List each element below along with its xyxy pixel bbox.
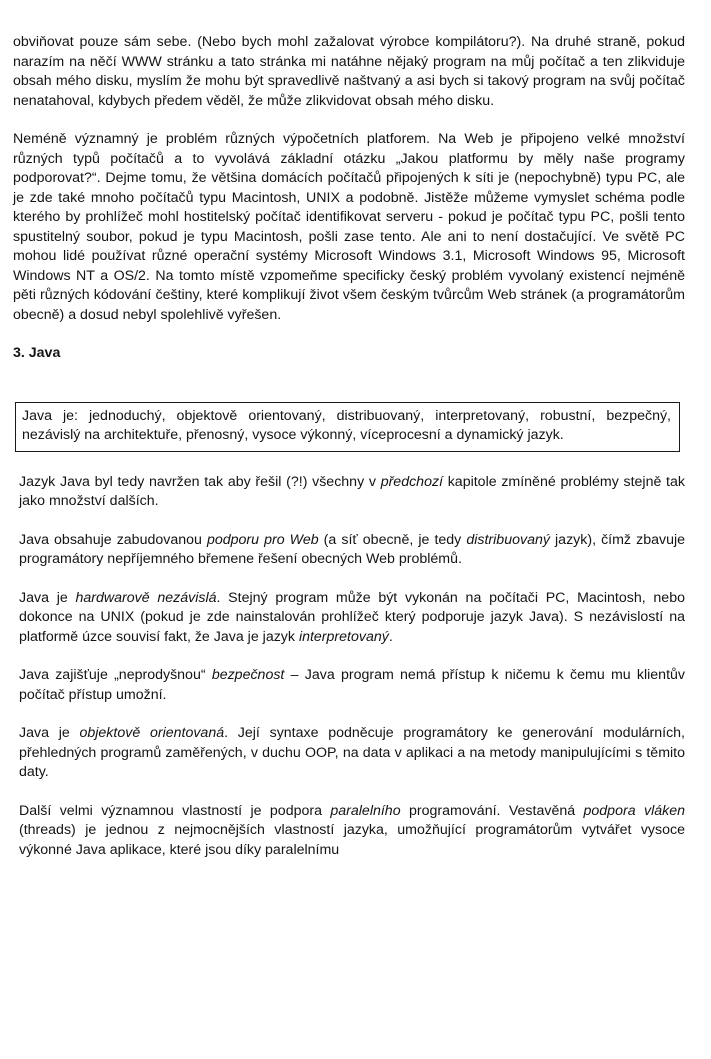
java-definition-box [15,402,680,452]
paragraph-user-responsibility: obviňovat pouze sám sebe. (Nebo bych mohl zažalovat výrobce kompilátoru?). Na druhé straně, pokud narazím na něčí WWW stránku a tato stránka mi natáhne nějaký program na můj počítač a ten zlikviduje obsah mého disku, myslím že mohu být spravedlivě naštvaný a asi bych si takový program na svůj počítač nenatahoval, kdybych předem věděl, že může zlikvidovat obsah mého disku. [13,34,685,109]
paragraph-security: Java zajišťuje „neprodyšnou“ bezpečnost – Java program nemá přístup k ničemu k čemu mu klientův počítač přístup umožní. [19,667,685,703]
section-heading: 3. Java [13,345,61,361]
definition-text: je: jednoduchý, objektově orientovaný, distribuovaný, interpretovaný, robustní, bezpečný, nezávislý na architektuře, přenosný, vysoce výkonný, víceprocesní a dynamický jazyk. [22,407,671,443]
paragraph-parallel: Další velmi významnou vlastností je podpora paralelního programování. Vestavěná podpora vláken (threads) je jednou z nejmocnějších vlastností jazyka, umožňující programátorům vytvářet vysoce výkonné Java aplikace, které jsou díky paralelnímu [19,802,685,858]
paragraph-object-oriented: Java je objektově orientovaná. Její syntaxe podněcuje programátory ke generování modulárních, přehledných programů zaměřených, v duchu OOP, na data v aplikaci a na metody manipulujícími s těmito daty. [19,725,685,780]
paragraph-platforms: Neméně významný je problém různých výpočetních platforem. Na Web je připojeno velké množství různých typů počítačů a to vyvolává základní otázku „Jakou platformu by měly naše programy podporovat?“. Dejme tomu, že většina domácích počítačů připojených k síti je (nepochybně) typu PC, ale je zde také mnoho počítačů typu Macintosh, UNIX a podobně. Jistěže můžeme vymyslet schéma podle kterého by prohlížeč mohl hostitelský počítač identifikovat serveru - pokud je počítač typu PC, pošli tento spustitelný soubor, pokud je typu Macintosh, pošli zase tento. Ale ani to není dostačující. Ve světě PC mohou lidé používat různé operační systémy Microsoft Windows 3.1, Microsoft Windows 95, Microsoft Windows NT a OS/2. Na tomto místě vzpomeňme specificky český problém vyvolaný existencí nejméně pěti různých kódování češtiny, které komplikují život všem českým tvůrcům Web stránek (a programátorům obecně) a dosud nebyl spolehlivě vyřešen. [13,131,685,323]
paragraph-design: Jazyk Java byl tedy navržen tak aby řešil (?!) všechny v předchozí kapitole zmíněné problémy stejně tak jako množství dalších. [19,473,685,509]
paragraph-web-support: Java obsahuje zabudovanou podporu pro Web (a síť obecně, je tedy distribuovaný jazyk), čímž zbavuje programátory nepříjemného břemene řešení obecných Web problémů. [19,531,685,567]
paragraph-hardware-independence: Java je hardwarově nezávislá. Stejný program může být vykonán na počítači PC, Macintosh, nebo dokonce na UNIX (pokud je zde nainstalován prohlížeč který podporuje jazyk Java). S nezávislostí na platformě úzce souvisí fakt, že Java je jazyk interpretovaný. [19,589,685,645]
definition-term: Java [22,407,52,424]
